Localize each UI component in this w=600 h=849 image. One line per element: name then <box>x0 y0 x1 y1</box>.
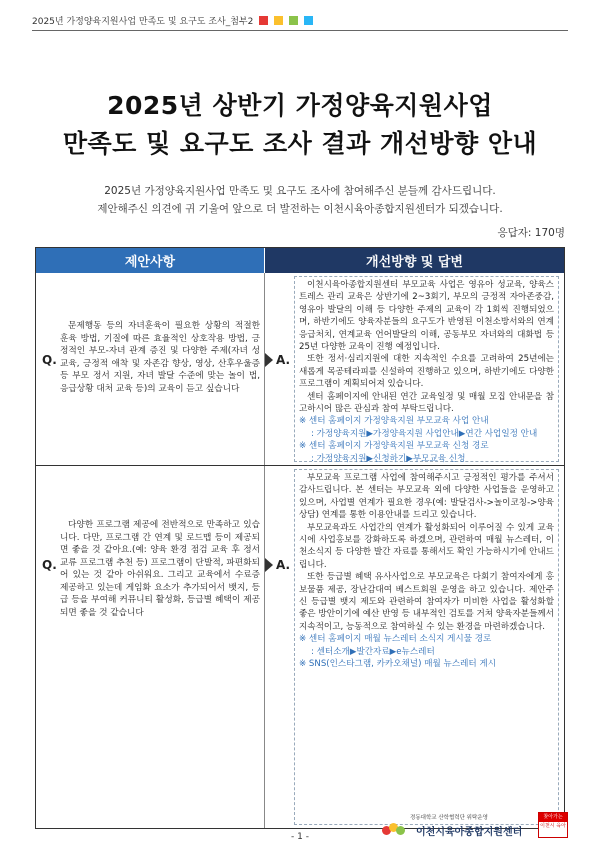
arrow-right-icon <box>265 353 273 367</box>
answer-path: : 가정양육지원▶가정양육지원 사업안내▶연간 사업일정 안내 <box>311 428 538 439</box>
outreach-badge <box>538 812 568 838</box>
center-logo <box>382 822 522 838</box>
answer-paragraph: 부모교육 프로그램 사업에 참여해주시고 긍정적인 평가를 주셔서 감사드립니다. 본 센터는 부모교육 외에 다양한 사업들을 운영하고 있으며, 사업별 연계가 필요한 경우(예: 발달검사->놀이코칭->양육상담) 연계를 통한 이용안내를 드리고 있습니다. <box>299 473 554 521</box>
page-title-line1: 2025년 상반기 가정양육지원사업 <box>107 91 493 120</box>
header-text: 2025년 가정양육지원사업 만족도 및 요구도 조사_첨부2 <box>32 17 254 27</box>
color-square-blue <box>304 16 313 25</box>
answer-cell <box>294 276 559 462</box>
question-cell <box>36 466 265 828</box>
intro-line1: 2025년 가정양육지원사업 만족도 및 요구도 조사에 참여해주신 분들께 감사드립니다. <box>104 185 496 197</box>
page-title-line2: 만족도 및 요구도 조사 결과 개선방향 안내 <box>62 129 538 158</box>
badge-bottom-text: 이천시 육아 <box>540 823 566 829</box>
answer-box <box>294 469 559 825</box>
question-label: Q. <box>42 558 57 572</box>
question-cell <box>36 273 265 465</box>
respondent-count: 응답자: 170명 <box>497 227 565 239</box>
answer-paragraph: 또한 정서·심리지원에 대한 지속적인 수요를 고려하여 25년에는 새롭게 목공테라피를 신설하여 진행하고 있으며, 하반기에도 다양한 프로그램이 계획되어져 있습니다. <box>299 354 554 390</box>
color-square-yellow <box>274 16 283 25</box>
column-header-response: 개선방향 및 답변 <box>265 248 564 273</box>
feedback-table <box>35 247 565 829</box>
answer-label: A. <box>276 353 291 367</box>
table-row <box>36 466 564 828</box>
center-logo-icon <box>382 822 412 838</box>
question-label: Q. <box>42 353 57 367</box>
column-header-suggestion: 제안사항 <box>36 248 265 273</box>
answer-label: A. <box>276 558 291 572</box>
answer-note: ※ 센터 홈페이지 가정양육지원 부모교육 신청 경로 <box>299 441 489 452</box>
badge-top-text: 찾아가는 <box>539 813 567 822</box>
document-header <box>32 14 313 27</box>
answer-note: ※ 센터 홈페이지 매월 뉴스레터 소식지 게시물 경로 <box>299 634 492 645</box>
answer-box <box>294 276 559 462</box>
color-square-red <box>259 16 268 25</box>
intro-line2: 제안해주신 의견에 귀 기울여 앞으로 더 발전하는 이천시육아종합지원센터가 되겠습니다. <box>97 203 503 215</box>
org-operator: 경동대학교 산학협력단 위탁운영 <box>410 815 488 821</box>
answer-paragraph: 부모교육과도 사업간의 연계가 활성화되어 이루어질 수 있게 교육시에 사업홍보를 강화하도록 하겠으며, 관련하여 매월 뉴스레터, 이천소식지 등 다양한 발간 자료를 통해서도 확인 가능하시기에 안내드립니다. <box>299 522 554 570</box>
answer-paragraph: 센터 홈페이지에 안내된 연간 교육일정 및 매월 모집 안내문을 참고하시어 많은 관심과 참여 부탁드립니다. <box>299 391 554 415</box>
color-square-green <box>289 16 298 25</box>
header-divider <box>32 30 568 31</box>
answer-cell <box>294 469 559 825</box>
arrow-right-icon <box>265 558 273 572</box>
answer-note: ※ SNS(인스타그램, 카카오채널) 매월 뉴스레터 게시 <box>299 659 497 670</box>
question-text: 문제행동 등의 자녀훈육이 필요한 상황의 적절한 훈육 방법, 기질에 따른 효율적인 상호작용 방법, 긍정적인 부모-자녀 관계 증진 및 다양한 주제(자녀 성교육, 긍정적 애착 및 자존감 향상, 영상, 산후우울증 등 부모 정서 지원, 자녀 발달 수준에 맞는 놀이 법, 응급상황 대처 교육 등)의 교육이 듣고 싶습니다 <box>60 321 260 394</box>
answer-path: : 센터소개▶발간자료▶e뉴스레터 <box>311 646 435 657</box>
answer-note: ※ 센터 홈페이지 가정양육지원 부모교육 사업 안내 <box>299 416 489 427</box>
table-row <box>36 273 564 466</box>
answer-paragraph: 이천시육아종합지원센터 부모교육 사업은 영유아 성교육, 양육스트레스 관리 교육은 상반기에 2~3회기, 부모의 긍정적 자아존중감, 영유아 발달의 이해 등 다양한 주제의 교육이 각 1회씩 진행되었으며, 하반기에도 양육자분들의 요구도가 반영된 이천소방서와의 연계 응급처치, 연계교육 언어발달의 이해, 공동부모 자녀와의 대화법 등 25년 다양한 교육이 진행 예정입니다. <box>299 280 554 353</box>
answer-paragraph: 또한 등급별 혜택 유사사업으로 부모교육은 다회기 참여자에게 홍보물품 제공, 장난감대여 베스트회원 운영을 하고 있습니다. 제안주신 등급별 뱃지 제도와 관련하여 참여자가 미비한 사업을 활성화할 좋은 방안이기에 예산 반영 등 내부적인 검토를 거쳐 양육자분들께서 지속적이고, 능동적으로 참여하실 수 있는 환경을 마련하겠습니다. <box>299 572 554 632</box>
page-number: - 1 - <box>291 832 309 842</box>
answer-path: : 가정양육지원▶신청하기▶부모교육 신청 <box>311 453 466 464</box>
org-name: 이천시육아종합지원센터 <box>416 826 523 838</box>
question-text: 다양한 프로그램 제공에 전반적으로 만족하고 있습니다. 다만, 프로그램 간 연계 및 로드맵 등이 제공되면 좋을 것 같아요.(예: 양육 환경 점검 교육 후 정서 교류 프로그램 추천 등) 프로그램이 단발적, 파편화되어 있는 것 같아 아쉬워요. 그리고 교육에서 수료증 제공하고 있는데 게임화 요소가 추가되어서 뱃지, 등급 등을 부여해 커뮤니티 활성화, 등급별 혜택이 제공되면 좋을 것 같습니다 <box>60 520 260 618</box>
